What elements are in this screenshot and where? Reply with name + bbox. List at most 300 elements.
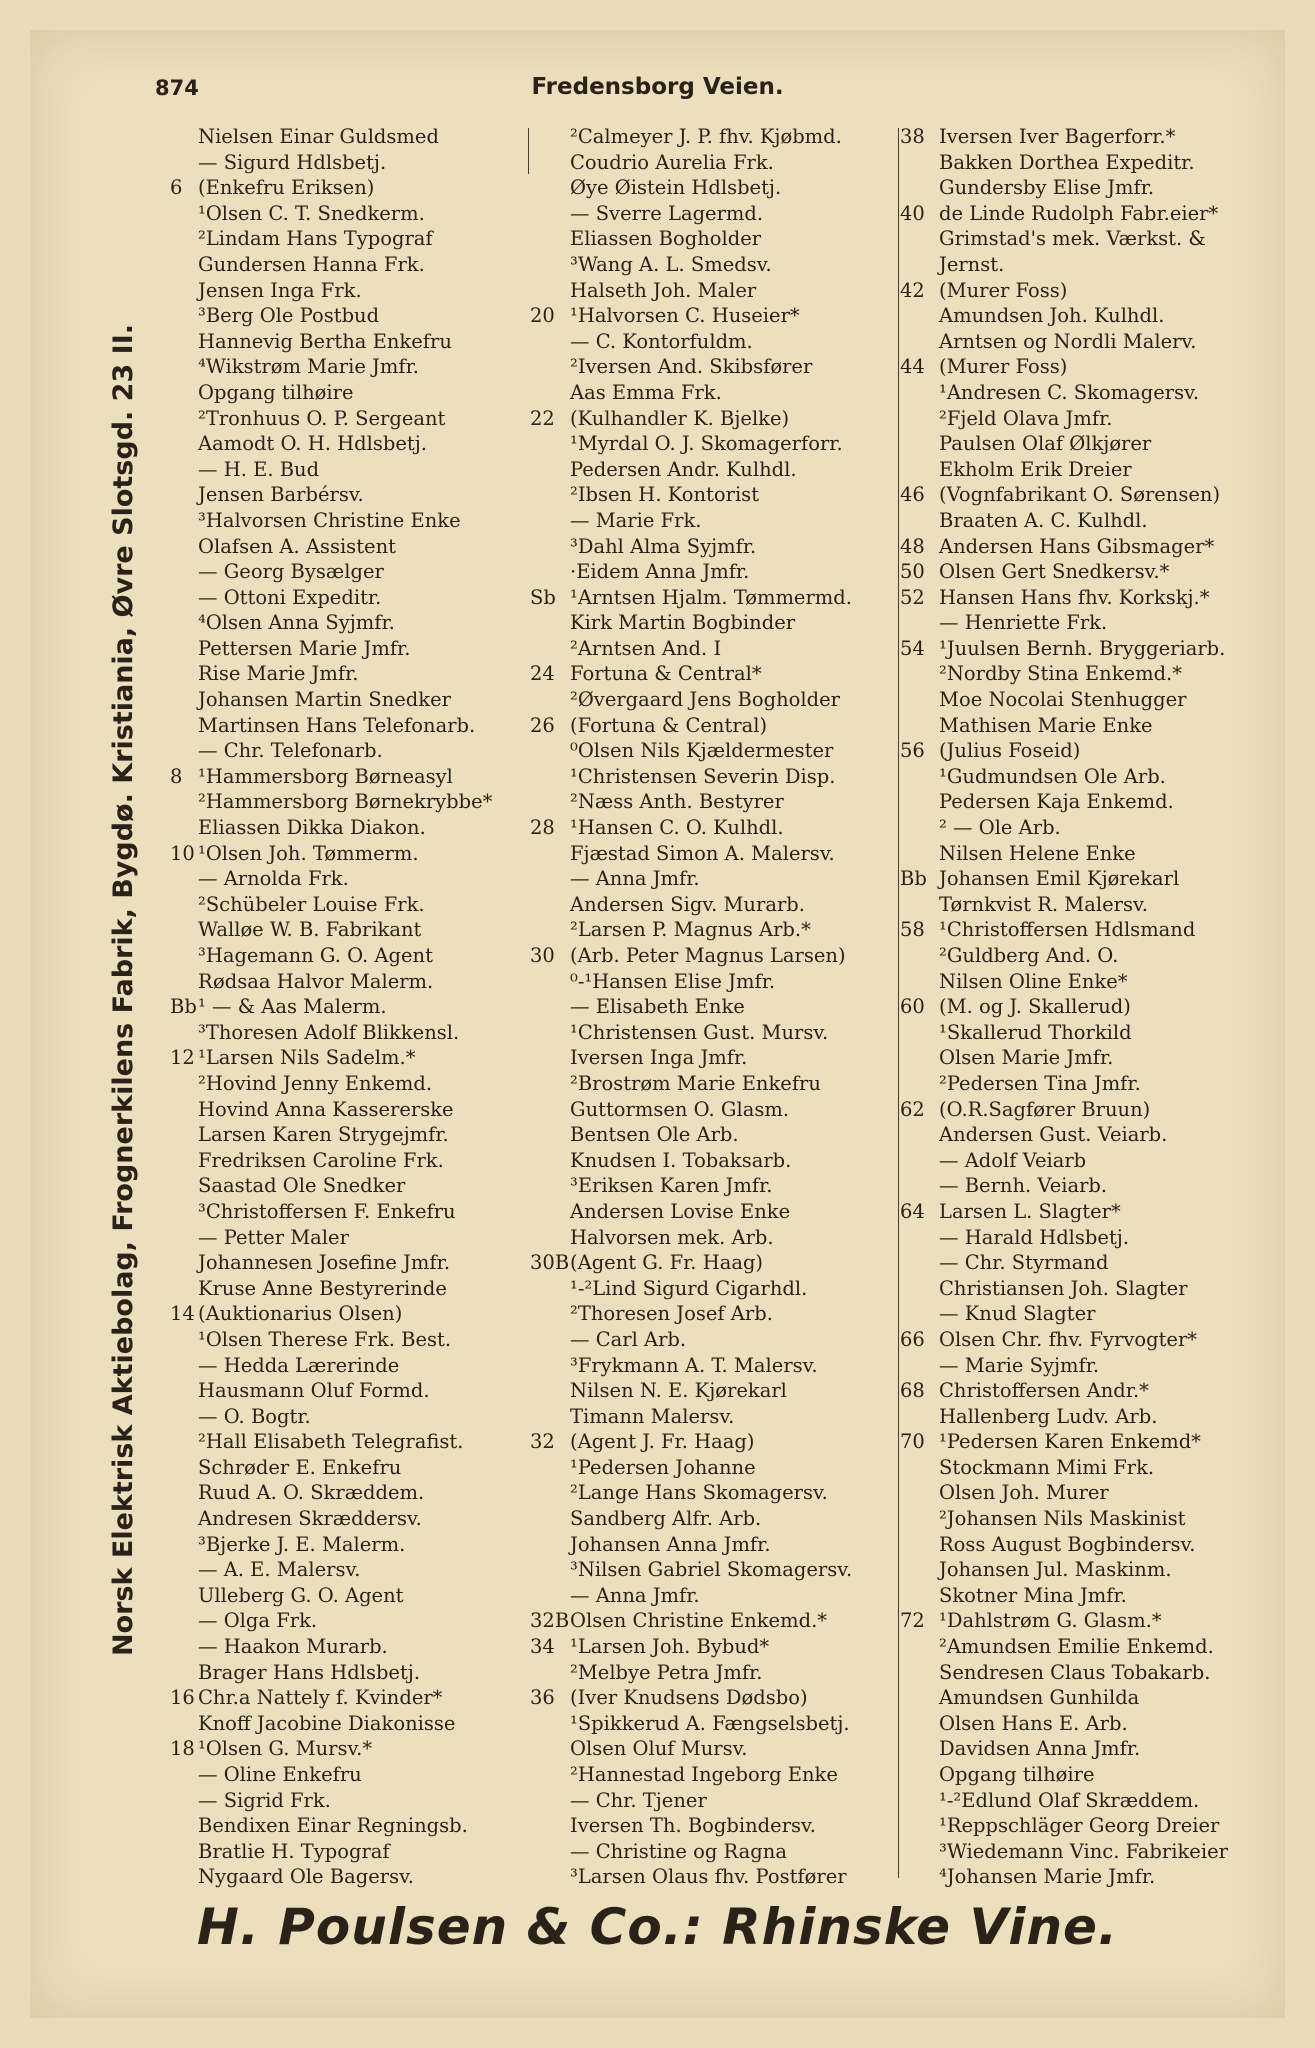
directory-entry [538, 354, 900, 380]
resident-entry: Amundsen Gunhilda [939, 1686, 1140, 1710]
directory-entry [538, 1097, 900, 1123]
resident-entry: ²Hammersborg Børnekrybbe* [198, 790, 493, 814]
resident-entry: (Vognfabrikant O. Sørensen) [939, 483, 1221, 507]
resident-entry: Eliassen Bogholder [570, 227, 762, 251]
directory-entry [170, 175, 530, 201]
directory-entry [538, 457, 900, 483]
resident-entry: Skotner Mina Jmfr. [939, 1583, 1127, 1607]
directory-entry [170, 1532, 530, 1558]
resident-entry: (Julius Foseid) [939, 739, 1081, 763]
directory-entry [538, 1071, 900, 1097]
directory-entry [530, 943, 900, 969]
resident-entry: ²Amundsen Emilie Enkemd. [939, 1635, 1214, 1659]
directory-entry [170, 1097, 530, 1123]
resident-entry: ³Christoffersen F. Enkefru [198, 1199, 456, 1223]
resident-entry: ³Halvorsen Christine Enke [198, 508, 461, 532]
directory-entry [170, 150, 530, 176]
directory-entry [903, 329, 1275, 355]
resident-entry: Jensen Inga Frk. [198, 278, 362, 302]
directory-entry [170, 969, 530, 995]
resident-entry: — C. Kontorfuldm. [570, 329, 753, 353]
resident-entry: Hausmann Oluf Formd. [198, 1379, 430, 1403]
directory-entry [900, 482, 1275, 508]
resident-entry: ¹-²Edlund Olaf Skræddem. [939, 1788, 1200, 1812]
directory-entry [170, 226, 530, 252]
directory-entry [170, 636, 530, 662]
resident-entry: Rødsaa Halvor Malerm. [198, 969, 434, 993]
directory-entry [538, 175, 900, 201]
directory-entry [900, 636, 1275, 662]
directory-entry [170, 713, 530, 739]
resident-entry: ¹Christensen Severin Disp. [570, 764, 836, 788]
resident-entry: ³Hagemann G. O. Agent [198, 944, 433, 967]
resident-entry: Aas Emma Frk. [570, 380, 722, 404]
resident-entry: ³Dahl Alma Syjmfr. [570, 534, 757, 558]
house-number: 62 [900, 1097, 925, 1121]
resident-entry: — Ottoni Expeditr. [198, 585, 382, 609]
house-number: 36 [530, 1686, 555, 1710]
resident-entry: ³Bjerke J. E. Malerm. [198, 1532, 406, 1556]
resident-entry: Pettersen Marie Jmfr. [198, 636, 411, 660]
resident-entry: Bentsen Ole Arb. [570, 1123, 739, 1147]
resident-entry: Grimstad's mek. Værkst. & [939, 227, 1206, 251]
resident-entry: ²Hall Elisabeth Telegrafist. [198, 1430, 464, 1454]
directory-entry [170, 431, 530, 457]
directory-entry [538, 508, 900, 534]
directory-entry [170, 1122, 530, 1148]
resident-entry: — Harald Hdlsbetj. [939, 1225, 1130, 1249]
directory-entry [170, 1327, 530, 1353]
directory-entry [170, 1736, 530, 1762]
directory-entry [538, 1173, 900, 1199]
resident-entry: ³Eriksen Karen Jmfr. [570, 1174, 773, 1198]
resident-entry: ¹Olsen C. T. Snedkerm. [198, 201, 425, 225]
directory-entry [903, 508, 1275, 534]
directory-entry [170, 329, 530, 355]
resident-entry: ²Pedersen Tina Jmfr. [939, 1071, 1141, 1095]
resident-entry: Andresen Skræddersv. [198, 1507, 422, 1531]
resident-entry: Paulsen Olaf Ølkjører [939, 432, 1152, 456]
resident-entry: — Georg Bysælger [198, 560, 384, 584]
directory-entry [900, 866, 1275, 892]
house-number: 10 [170, 841, 195, 865]
resident-entry: ³Wang A. L. Smedsv. [570, 252, 772, 276]
resident-entry: Knoff Jacobine Diakonisse [198, 1711, 456, 1735]
house-number: 42 [900, 278, 925, 302]
resident-entry: ·Eidem Anna Jmfr. [570, 560, 750, 584]
house-number: 12 [170, 1046, 195, 1070]
resident-entry: ³Frykmann A. T. Malersv. [570, 1353, 818, 1377]
directory-entry [538, 1711, 900, 1737]
directory-entry [903, 1353, 1275, 1379]
directory-entry [903, 1071, 1275, 1097]
resident-entry: Nygaard Ole Bagersv. [198, 1865, 414, 1889]
directory-entry [903, 1532, 1275, 1558]
directory-entry [538, 1864, 900, 1890]
directory-entry [530, 661, 900, 687]
directory-entry [903, 1762, 1275, 1788]
directory-entry [170, 1788, 530, 1814]
directory-entry [170, 201, 530, 227]
resident-entry: Larsen L. Slagter* [939, 1199, 1121, 1223]
resident-entry: Hallenberg Ludv. Arb. [939, 1404, 1158, 1428]
resident-entry: ²Hovind Jenny Enkemd. [198, 1071, 433, 1095]
resident-entry: ²Hannestad Ingeborg Enke [570, 1763, 838, 1786]
resident-entry: Olsen Marie Jmfr. [939, 1046, 1114, 1070]
resident-entry: Amundsen Joh. Kulhdl. [939, 304, 1165, 328]
house-number: 38 [900, 125, 925, 148]
resident-entry: ²Næss Anth. Bestyrer [570, 790, 784, 814]
directory-entry [538, 1225, 900, 1251]
resident-entry: ³Nilsen Gabriel Skomagersv. [570, 1558, 853, 1582]
directory-entry [170, 610, 530, 636]
resident-entry: Fortuna & Central* [570, 662, 762, 686]
directory-entry [903, 1020, 1275, 1046]
directory-entry [538, 994, 900, 1020]
house-number: 66 [900, 1327, 925, 1351]
resident-entry: Sandberg Alfr. Arb. [570, 1507, 762, 1531]
house-number: 8 [170, 764, 183, 788]
directory-entry [538, 329, 900, 355]
resident-entry: ⁴Wikstrøm Marie Jmfr. [198, 355, 419, 379]
directory-entry [903, 764, 1275, 790]
house-number: 26 [530, 713, 555, 737]
resident-entry: Ross August Bogbindersv. [939, 1532, 1196, 1556]
resident-entry: ²Johansen Nils Maskinist [939, 1507, 1186, 1531]
directory-entry [170, 661, 530, 687]
directory-entry [530, 406, 900, 432]
directory-entry [170, 1711, 530, 1737]
directory-entry [170, 1071, 530, 1097]
resident-entry: Johannesen Josefine Jmfr. [198, 1251, 451, 1275]
resident-entry: — H. E. Bud [198, 457, 320, 481]
directory-entry [903, 1583, 1275, 1609]
directory-entry [170, 994, 530, 1020]
resident-entry: Andersen Hans Gibsmager* [939, 534, 1215, 558]
resident-entry: Nielsen Einar Guldsmed [198, 125, 439, 148]
resident-entry: — Adolf Veiarb [939, 1148, 1087, 1172]
resident-entry: Braaten A. C. Kulhdl. [939, 508, 1148, 532]
resident-entry: — Bernh. Veiarb. [939, 1174, 1108, 1198]
directory-entry [903, 1480, 1275, 1506]
directory-entry [170, 1020, 530, 1046]
resident-entry: Knudsen I. Tobaksarb. [570, 1148, 792, 1172]
resident-entry: — Chr. Styrmand [939, 1251, 1109, 1275]
directory-entry [538, 201, 900, 227]
directory-entry [530, 1429, 900, 1455]
resident-entry: — Haakon Murarb. [198, 1635, 388, 1659]
resident-entry: Walløe W. B. Fabrikant [198, 918, 422, 942]
directory-entry [903, 1685, 1275, 1711]
directory-entry [170, 1762, 530, 1788]
directory-entry [900, 1327, 1275, 1353]
directory-entry [170, 1353, 530, 1379]
resident-entry: ² — Ole Arb. [939, 816, 1061, 840]
directory-entry [903, 1148, 1275, 1174]
directory-entry [538, 1353, 900, 1379]
directory-entry [170, 892, 530, 918]
house-number: Bb [170, 995, 197, 1019]
resident-entry: ¹Olsen Joh. Tømmerm. [198, 841, 419, 865]
resident-entry: ¹Christoffersen Hdlsmand [939, 918, 1196, 942]
resident-entry: Halseth Joh. Maler [570, 278, 757, 302]
directory-entry [903, 150, 1275, 176]
directory-entry [170, 1480, 530, 1506]
directory-entry [538, 866, 900, 892]
directory-entry [538, 1378, 900, 1404]
house-number: 70 [900, 1430, 925, 1454]
directory-entry [538, 124, 900, 150]
directory-entry [900, 534, 1275, 560]
directory-entry [538, 1301, 900, 1327]
directory-entry [538, 764, 900, 790]
directory-entry [903, 841, 1275, 867]
resident-entry: Arntsen og Nordli Malerv. [939, 329, 1197, 353]
resident-entry: ²Fjeld Olava Jmfr. [939, 406, 1113, 430]
directory-entry [538, 380, 900, 406]
directory-entry [538, 1480, 900, 1506]
resident-entry: Pedersen Kaja Enkemd. [939, 790, 1174, 814]
directory-entry [538, 150, 900, 176]
directory-entry [170, 457, 530, 483]
directory-entry [538, 278, 900, 304]
directory-entry [170, 278, 530, 304]
resident-entry: Iversen Iver Bagerforr.* [939, 125, 1176, 148]
resident-entry: Hovind Anna Kassererske [198, 1097, 454, 1121]
resident-entry: Bakken Dorthea Expeditr. [939, 150, 1195, 174]
directory-entry [903, 943, 1275, 969]
house-number: 24 [530, 662, 555, 686]
house-number: 30 [530, 944, 555, 967]
resident-entry: Davidsen Anna Jmfr. [939, 1737, 1141, 1761]
resident-entry: Olsen Christine Enkemd.* [570, 1609, 828, 1633]
resident-entry: Aamodt O. H. Hdlsbetj. [198, 432, 427, 456]
resident-entry: ²Thoresen Josef Arb. [570, 1302, 773, 1326]
directory-entry [538, 559, 900, 585]
resident-entry: Nilsen Oline Enke* [939, 969, 1128, 993]
directory-entry [903, 1045, 1275, 1071]
resident-entry: — Chr. Tjener [570, 1788, 707, 1812]
directory-entry [170, 1660, 530, 1686]
resident-entry: Olsen Joh. Murer [939, 1481, 1109, 1505]
directory-entry [170, 124, 530, 150]
resident-entry: ⁴Johansen Marie Jmfr. [939, 1865, 1156, 1889]
directory-entry [530, 1608, 900, 1634]
directory-entry [903, 226, 1275, 252]
house-number: 32B [530, 1609, 570, 1633]
footer-advertisement: H. Poulsen & Co.: Rhinske Vine. [197, 1898, 1118, 1956]
directory-entry [538, 1839, 900, 1865]
directory-entry [903, 406, 1275, 432]
directory-entry [903, 1250, 1275, 1276]
directory-entry [170, 585, 530, 611]
resident-entry: ¹Reppschläger Georg Dreier [939, 1814, 1220, 1838]
directory-entry [903, 1736, 1275, 1762]
house-number: 64 [900, 1199, 925, 1223]
resident-entry: (Murer Foss) [939, 278, 1068, 302]
directory-entry [903, 1557, 1275, 1583]
resident-entry: Johansen Martin Snedker [198, 688, 451, 712]
directory-entry [903, 1173, 1275, 1199]
directory-entry [538, 1532, 900, 1558]
directory-entry [538, 917, 900, 943]
resident-entry: (Iver Knudsens Dødsbo) [570, 1686, 808, 1710]
resident-entry: ³Berg Ole Postbud [198, 304, 380, 328]
resident-entry: ¹Larsen Nils Sadelm.* [198, 1046, 416, 1070]
resident-entry: — Anna Jmfr. [570, 1583, 700, 1607]
directory-entry [170, 1173, 530, 1199]
directory-entry [538, 1020, 900, 1046]
resident-entry: ⁰-¹Hansen Elise Jmfr. [570, 969, 776, 993]
directory-entry [903, 175, 1275, 201]
resident-entry: ¹Juulsen Bernh. Bryggeriarb. [939, 636, 1226, 660]
directory-entry [170, 738, 530, 764]
resident-entry: Iversen Inga Jmfr. [570, 1046, 748, 1070]
resident-entry: (M. og J. Skallerud) [939, 995, 1131, 1019]
directory-entry [538, 1813, 900, 1839]
directory-entry [170, 789, 530, 815]
resident-entry: ²Iversen And. Skibsfører [570, 355, 813, 379]
resident-entry: ¹Arntsen Hjalm. Tømmermd. [570, 585, 852, 609]
directory-entry [170, 866, 530, 892]
resident-entry: ¹Pedersen Johanne [570, 1455, 756, 1479]
directory-entry [170, 482, 530, 508]
directory-entry [903, 303, 1275, 329]
resident-entry: — Henriette Frk. [939, 611, 1108, 635]
resident-entry: ¹Larsen Joh. Bybud* [570, 1635, 770, 1659]
directory-entry [903, 892, 1275, 918]
house-number: Bb [900, 867, 927, 891]
resident-entry: — Hedda Lærerinde [198, 1353, 400, 1377]
directory-entry [903, 661, 1275, 687]
directory-entry [903, 431, 1275, 457]
resident-entry: ¹Dahlstrøm G. Glasm.* [939, 1609, 1162, 1633]
house-number: 68 [900, 1379, 925, 1403]
resident-entry: ¹Pedersen Karen Enkemd* [939, 1430, 1201, 1454]
resident-entry: ²Arntsen And. I [570, 636, 722, 660]
resident-entry: Fjæstad Simon A. Malersv. [570, 841, 835, 865]
directory-entry [900, 585, 1275, 611]
resident-entry: ¹Skallerud Thorkild [939, 1020, 1132, 1044]
directory-entry [538, 687, 900, 713]
directory-entry [170, 1506, 530, 1532]
resident-entry: Kirk Martin Bogbinder [570, 611, 796, 635]
resident-entry: Mathisen Marie Enke [939, 713, 1153, 737]
resident-entry: — Sigurd Hdlsbetj. [198, 150, 387, 174]
directory-entry [903, 1839, 1275, 1865]
resident-entry: Ruud A. O. Skræddem. [198, 1481, 425, 1505]
directory-entry [903, 610, 1275, 636]
directory-entry [538, 841, 900, 867]
resident-entry: ²Øvergaard Jens Bogholder [570, 688, 840, 712]
resident-entry: Sendresen Claus Tobakarb. [939, 1660, 1211, 1684]
directory-entry [903, 713, 1275, 739]
directory-entry [170, 1429, 530, 1455]
house-number: 52 [900, 585, 925, 609]
directory-entry [538, 789, 900, 815]
directory-entry [900, 1097, 1275, 1123]
directory-entry [538, 1455, 900, 1481]
directory-entry [538, 431, 900, 457]
directory-entry [538, 1583, 900, 1609]
directory-entry [900, 917, 1275, 943]
directory-entry [903, 1276, 1275, 1302]
resident-entry: Stockmann Mimi Frk. [939, 1455, 1155, 1479]
sidebar-advertisement: Norsk Elektrisk Aktiebolag, Frognerkilens Fabrik, Bygdø. Kristiania, Øvre Slotsgd. 23 II. [108, 323, 139, 1657]
house-number: 72 [900, 1609, 925, 1633]
resident-entry: Andersen Lovise Enke [570, 1199, 791, 1223]
resident-entry: Jernst. [939, 252, 1005, 276]
directory-entry [170, 354, 530, 380]
directory-entry [900, 994, 1275, 1020]
directory-entry [903, 380, 1275, 406]
house-number: 44 [900, 355, 925, 379]
resident-entry: Bendixen Einar Regningsb. [198, 1814, 468, 1838]
resident-entry: — Carl Arb. [570, 1327, 687, 1351]
directory-entry [900, 1429, 1275, 1455]
directory-entry [170, 1583, 530, 1609]
directory-entry [538, 610, 900, 636]
directory-entry [538, 1148, 900, 1174]
house-number: 54 [900, 636, 925, 660]
directory-entry [903, 1225, 1275, 1251]
house-number: 60 [900, 995, 925, 1019]
house-number: 18 [170, 1737, 195, 1761]
resident-entry: Schrøder E. Enkefru [198, 1455, 402, 1479]
directory-entry [900, 1608, 1275, 1634]
resident-entry: ³Wiedemann Vinc. Fabrikeier [939, 1839, 1228, 1863]
directory-entry [170, 508, 530, 534]
house-number: 6 [170, 176, 183, 200]
directory-entry [903, 1864, 1275, 1890]
resident-entry: Nilsen N. E. Kjørekarl [570, 1379, 787, 1403]
directory-entry [538, 636, 900, 662]
house-number: 56 [900, 739, 925, 763]
resident-entry: Gundersen Hanna Frk. [198, 252, 425, 276]
resident-entry: Saastad Ole Snedker [198, 1174, 406, 1198]
resident-entry: ²Melbye Petra Jmfr. [570, 1660, 763, 1684]
directory-entry [903, 1788, 1275, 1814]
resident-entry: — A. E. Malersv. [198, 1558, 361, 1582]
directory-entry [170, 303, 530, 329]
page-title: Fredensborg Veien. [531, 74, 784, 100]
directory-entry [170, 1378, 530, 1404]
directory-entry [903, 1813, 1275, 1839]
house-number: 14 [170, 1302, 195, 1326]
directory-entry [903, 457, 1275, 483]
directory-entry [170, 1199, 530, 1225]
resident-entry: Kruse Anne Bestyrerinde [198, 1276, 447, 1300]
resident-entry: — Anna Jmfr. [570, 867, 700, 891]
directory-entry [170, 943, 530, 969]
resident-entry: ²Schübeler Louise Frk. [198, 892, 425, 916]
directory-entry [903, 1301, 1275, 1327]
house-number: 48 [900, 534, 925, 558]
resident-entry: Johansen Anna Jmfr. [570, 1532, 771, 1556]
resident-entry: ²Calmeyer J. P. fhv. Kjøbmd. [570, 125, 842, 148]
directory-entry [170, 1045, 530, 1071]
directory-entry [538, 1736, 900, 1762]
resident-entry: Olsen Oluf Mursv. [570, 1737, 748, 1761]
directory-entry [900, 1199, 1275, 1225]
resident-entry: (Enkefru Eriksen) [198, 176, 375, 200]
directory-entry [900, 354, 1275, 380]
resident-entry: — Sigrid Frk. [198, 1788, 331, 1812]
directory-entry [530, 815, 900, 841]
resident-entry: Chr.a Nattely f. Kvinder* [198, 1686, 443, 1710]
directory-entry [170, 1225, 530, 1251]
directory-entry [538, 1762, 900, 1788]
